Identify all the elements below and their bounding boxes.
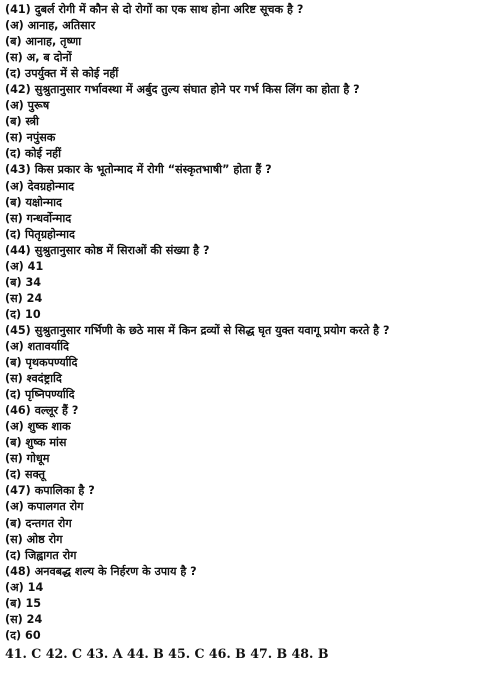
answer-option: (स) 24 [5, 291, 43, 305]
question-text: (42) सुश्रुतानुसार गर्भावस्था में अर्बुद तुल्य संघात होने पर गर्भ किस लिंग का होता है ? [5, 83, 360, 97]
question-block [5, 82, 482, 162]
answer-option: (स) नपुंसक [5, 131, 56, 145]
answer-option: (द) सक्तू [5, 468, 45, 482]
answer-key: 41. C 42. C 43. A 44. B 45. C 46. B 47. B 48. B [5, 645, 329, 661]
answer-option: (स) अ, ब दोनों [5, 51, 72, 65]
answer-option: (ब) पृथकपर्ण्यादि [5, 356, 78, 370]
answer-option: (ब) 15 [5, 596, 42, 610]
question-text: (46) वल्लूर हैं ? [5, 404, 79, 418]
answer-option: (द) कोई नहीं [5, 147, 61, 161]
answer-option: (ब) आनाह, तृष्णा [5, 35, 82, 49]
answer-option: (अ) आनाह, अतिसार [5, 19, 96, 33]
answer-option: (ब) शुष्क मांस [5, 436, 67, 450]
answer-option: (ब) 34 [5, 275, 42, 289]
question-block [5, 483, 482, 563]
answer-option: (अ) शुष्क शाक [5, 420, 71, 434]
answer-option: (ब) यक्षोन्माद [5, 195, 63, 209]
answer-option: (स) गन्धर्वोन्माद [5, 211, 72, 225]
question-text: (44) सुश्रुतानुसार कोष्ठ में सिराओं की संख्या है ? [5, 243, 210, 257]
answer-option: (ब) दन्तगत रोग [5, 516, 72, 530]
question-text: (47) कपालिका है ? [5, 484, 95, 498]
answer-option: (द) 10 [5, 307, 41, 321]
answer-option: (अ) कपालगत रोग [5, 500, 84, 514]
answer-option: (स) 24 [5, 612, 43, 626]
answer-option: (स) ओष्ठ रोग [5, 532, 63, 546]
question-block [5, 162, 482, 242]
answer-option: (अ) शतावर्यादि [5, 339, 69, 353]
question-block [5, 243, 482, 323]
question-block [5, 403, 482, 483]
question-text: (43) किस प्रकार के भूतोन्माद में रोगी “संस्कृतभाषी” होता हैं ? [5, 163, 272, 177]
answer-option: (अ) पुरूष [5, 99, 50, 113]
question-text: (41) दुबर्ल रोगी में कौन से दो रोगों का एक साथ होना अरिष्ट सूचक है ? [5, 3, 304, 16]
answer-option: (द) 60 [5, 628, 41, 642]
answer-option: (स) श्वदंष्ट्रादि [5, 372, 62, 386]
answer-option: (द) पितृग्रहोन्माद [5, 227, 75, 241]
question-text: (48) अनवबद्ध शल्य के निर्हरण के उपाय है ? [5, 564, 197, 578]
answer-option: (ब) स्त्री [5, 115, 39, 129]
question-block [5, 2, 482, 82]
answer-option: (अ) 41 [5, 259, 44, 273]
answer-option: (अ) देवग्रहोन्माद [5, 179, 75, 193]
question-text: (45) सुश्रुतानुसार गर्भिणी के छठे मास में किन द्रव्यों से सिद्ध घृत युक्त यवागू प्रयोग करते है ? [5, 323, 390, 337]
answer-option: (स) गोधूम [5, 452, 50, 466]
question-block [5, 564, 482, 644]
answer-option: (द) पृष्निपर्ण्यादि [5, 388, 75, 402]
answer-option: (अ) 14 [5, 580, 44, 594]
question-list [5, 2, 482, 644]
answer-option: (द) उपर्युक्त में से कोई नहीं [5, 67, 119, 81]
answer-option: (द) जिह्वागत रोग [5, 548, 77, 562]
question-block [5, 323, 482, 403]
